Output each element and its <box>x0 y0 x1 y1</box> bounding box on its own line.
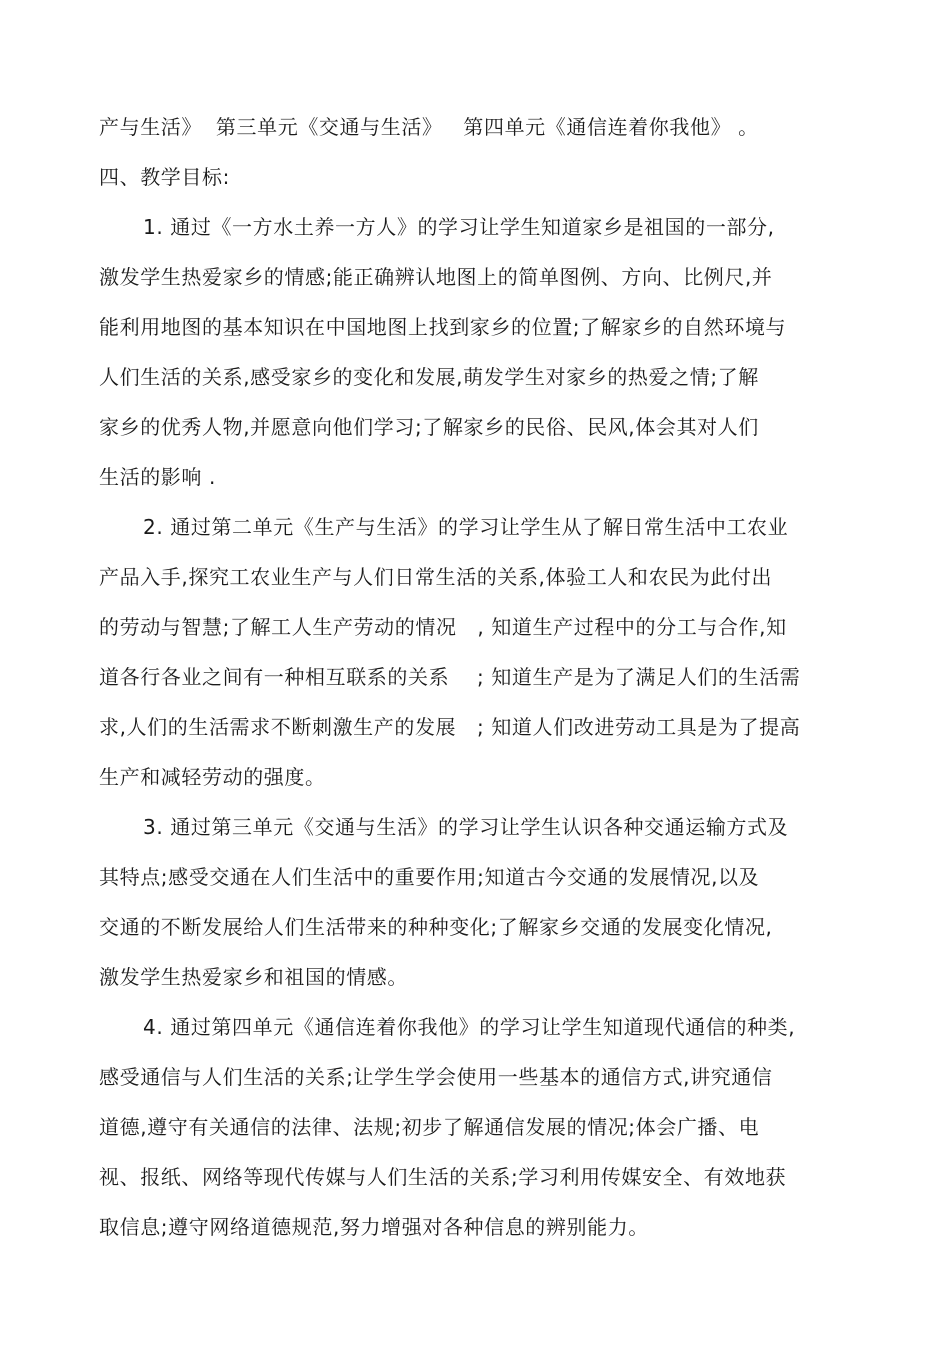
paragraph-1-line: 激发学生热爱家乡的情感;能正确辨认地图上的简单图例、方向、比例尺,并 <box>99 265 773 289</box>
section-heading: 四、教学目标: <box>99 165 230 189</box>
paragraph-3-line: 其特点;感受交通在人们生活中的重要作用;知道古今交通的发展情况,以及 <box>99 865 760 889</box>
paragraph-4-line: 4. 通过第四单元《通信连着你我他》的学习让学生知道现代通信的种类, <box>143 1015 796 1039</box>
paragraph-1-line: 能利用地图的基本知识在中国地图上找到家乡的位置;了解家乡的自然环境与 <box>99 315 787 339</box>
paragraph-4-line: 道德,遵守有关通信的法律、法规;初步了解通信发展的情况;体会广播、电 <box>99 1115 760 1139</box>
paragraph-1-line: 生活的影响 . <box>99 465 216 489</box>
paragraph-1-line: 1. 通过《一方水土养一方人》的学习让学生知道家乡是祖国的一部分, <box>143 215 775 239</box>
paragraph-3-line: 交通的不断发展给人们生活带来的种种变化;了解家乡交通的发展变化情况, <box>99 915 773 939</box>
paragraph-1-line: 人们生活的关系,感受家乡的变化和发展,萌发学生对家乡的热爱之情;了解 <box>99 365 759 389</box>
paragraph-3-line: 3. 通过第三单元《交通与生活》的学习让学生认识各种交通运输方式及 <box>143 815 789 839</box>
paragraph-4-line: 视、报纸、网络等现代传媒与人们生活的关系;学习利用传媒安全、有效地获 <box>99 1165 787 1189</box>
paragraph-2-line: 生产和减轻劳动的强度。 <box>99 765 326 789</box>
paragraph-3-line: 激发学生热爱家乡和祖国的情感。 <box>99 965 408 989</box>
paragraph-1-line: 家乡的优秀人物,并愿意向他们学习;了解家乡的民俗、民风,体会其对人们 <box>99 415 759 439</box>
paragraph-4-line: 取信息;遵守网络道德规范,努力增强对各种信息的辨别能力。 <box>99 1215 649 1239</box>
text-line: 产与生活》 第三单元《交通与生活》 第四单元《通信连着你我他》 。 <box>99 115 759 139</box>
paragraph-2-line: 2. 通过第二单元《生产与生活》的学习让学生从了解日常生活中工农业 <box>143 515 789 539</box>
paragraph-2-line: 的劳动与智慧;了解工人生产劳动的情况 , 知道生产过程中的分工与合作,知 <box>99 615 787 639</box>
paragraph-2-line: 产品入手,探究工农业生产与人们日常生活的关系,体验工人和农民为此付出 <box>99 565 773 589</box>
paragraph-2-line: 道各行各业之间有一种相互联系的关系 ; 知道生产是为了满足人们的生活需 <box>99 665 801 689</box>
paragraph-4-line: 感受通信与人们生活的关系;让学生学会使用一些基本的通信方式,讲究通信 <box>99 1065 773 1089</box>
paragraph-2-line: 求,人们的生活需求不断刺激生产的发展 ; 知道人们改进劳动工具是为了提高 <box>99 715 801 739</box>
